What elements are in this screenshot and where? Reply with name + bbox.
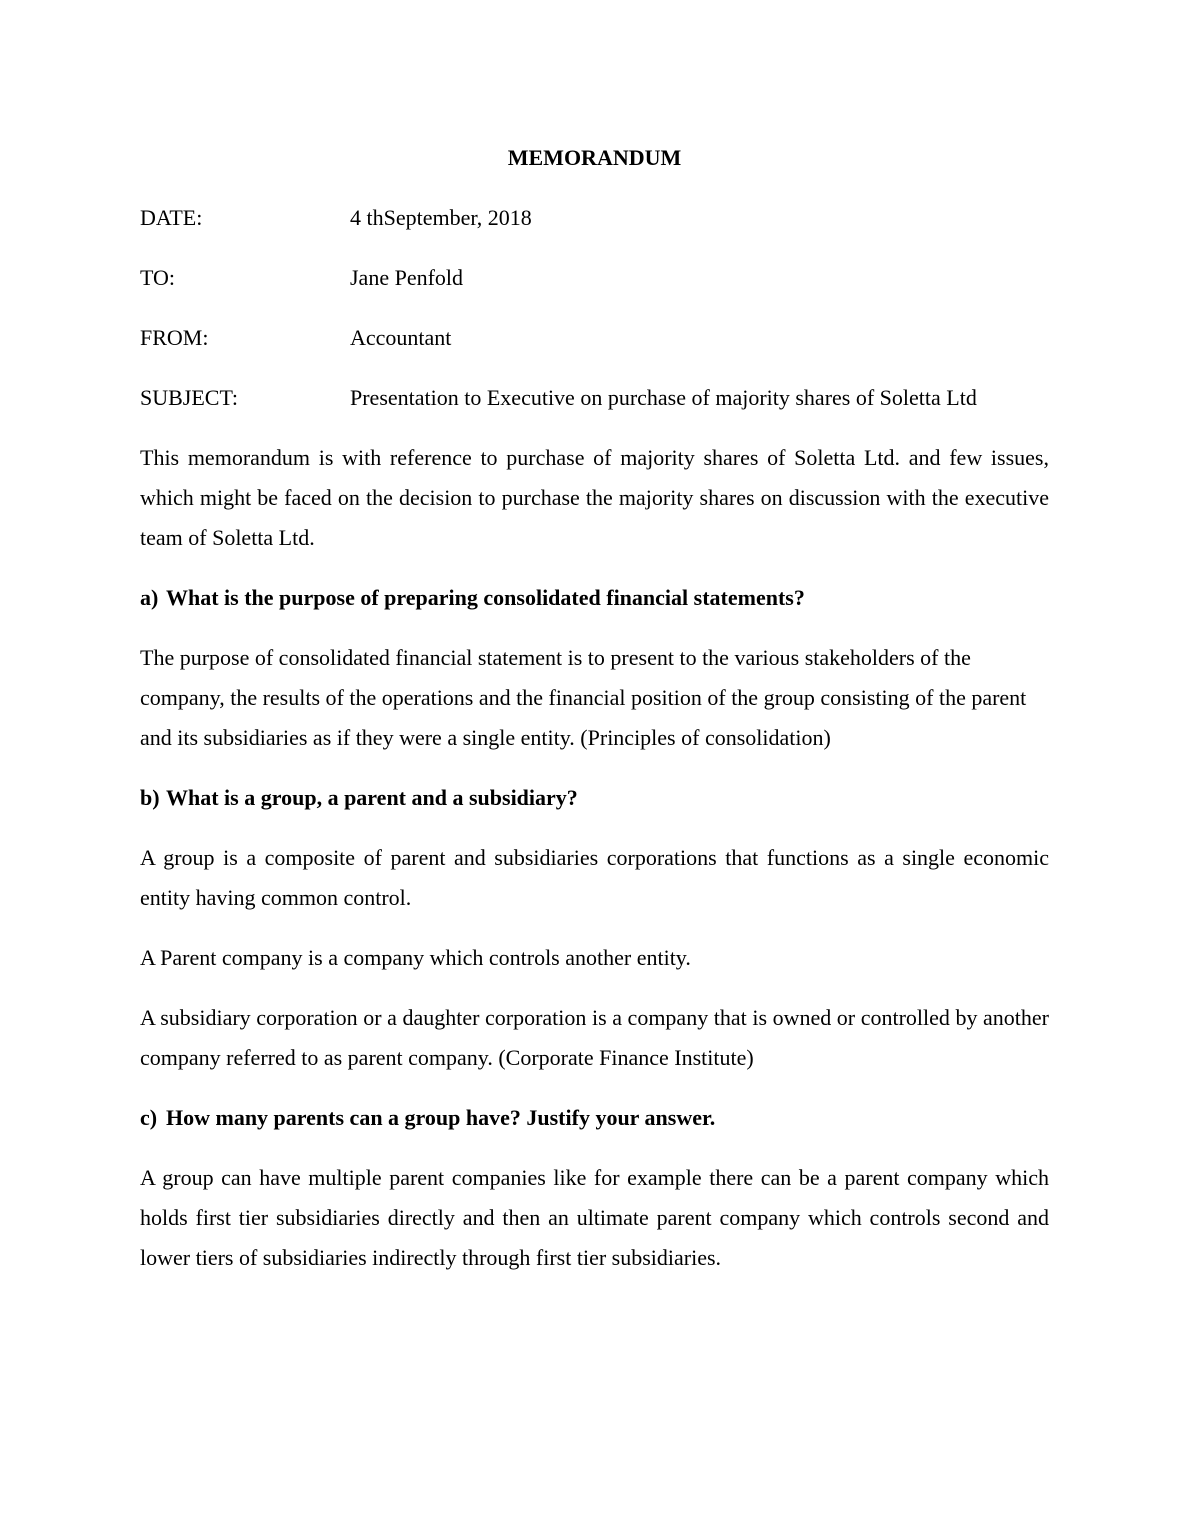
to-value: Jane Penfold — [350, 265, 464, 290]
from-row — [140, 318, 1049, 358]
to-row — [140, 258, 1049, 298]
question-b-label: b) — [140, 785, 160, 810]
from-label: FROM: — [140, 325, 209, 350]
memo-body — [140, 138, 1049, 1298]
from-value: Accountant — [350, 325, 452, 350]
answer-b-paragraph-parent: A Parent company is a company which controls another entity. — [140, 945, 691, 970]
date-label: DATE: — [140, 205, 203, 230]
intro-paragraph: This memorandum is with reference to purchase of majority shares of Soletta Ltd. and few issues, which might be faced on the decision to purchase the majority shares on discussion with the executive team of Soletta Ltd. — [140, 445, 1049, 550]
subject-value: Presentation to Executive on purchase of majority shares of Soletta Ltd — [350, 385, 977, 410]
answer-c-paragraph: A group can have multiple parent companies like for example there can be a parent company which holds first tier subsidiaries directly and then an ultimate parent company which controls second and lower tiers of subsidiaries indirectly through first tier subsidiaries. — [140, 1165, 1049, 1270]
question-c-heading — [140, 1098, 1049, 1138]
answer-b-paragraph-group: A group is a composite of parent and subsidiaries corporations that functions as a single economic entity having common control. — [140, 845, 1049, 910]
date-value: 4 thSeptember, 2018 — [350, 205, 532, 230]
answer-a-paragraph: The purpose of consolidated financial statement is to present to the various stakeholders of the company, the results of the operations and the financial position of the group consisting of the parent and its subsidiaries as if they were a single entity. (Principles of consolidation) — [140, 645, 1027, 750]
answer-b-paragraph-subsidiary: A subsidiary corporation or a daughter corporation is a company that is owned or controlled by another company referred to as parent company. (Corporate Finance Institute) — [140, 1005, 1049, 1070]
date-row — [140, 198, 1049, 238]
memo-title: MEMORANDUM — [507, 145, 682, 170]
question-c-text: How many parents can a group have? Justify your answer. — [166, 1105, 716, 1130]
question-a-label: a) — [140, 585, 159, 610]
question-b-heading — [140, 778, 1049, 818]
subject-label: SUBJECT: — [140, 385, 238, 410]
question-c-label: c) — [140, 1105, 158, 1130]
subject-row — [140, 378, 1049, 418]
question-a-text: What is the purpose of preparing consolidated financial statements? — [166, 585, 805, 610]
to-label: TO: — [140, 265, 176, 290]
question-b-text: What is a group, a parent and a subsidiary? — [166, 785, 578, 810]
question-a-heading — [140, 578, 1049, 618]
